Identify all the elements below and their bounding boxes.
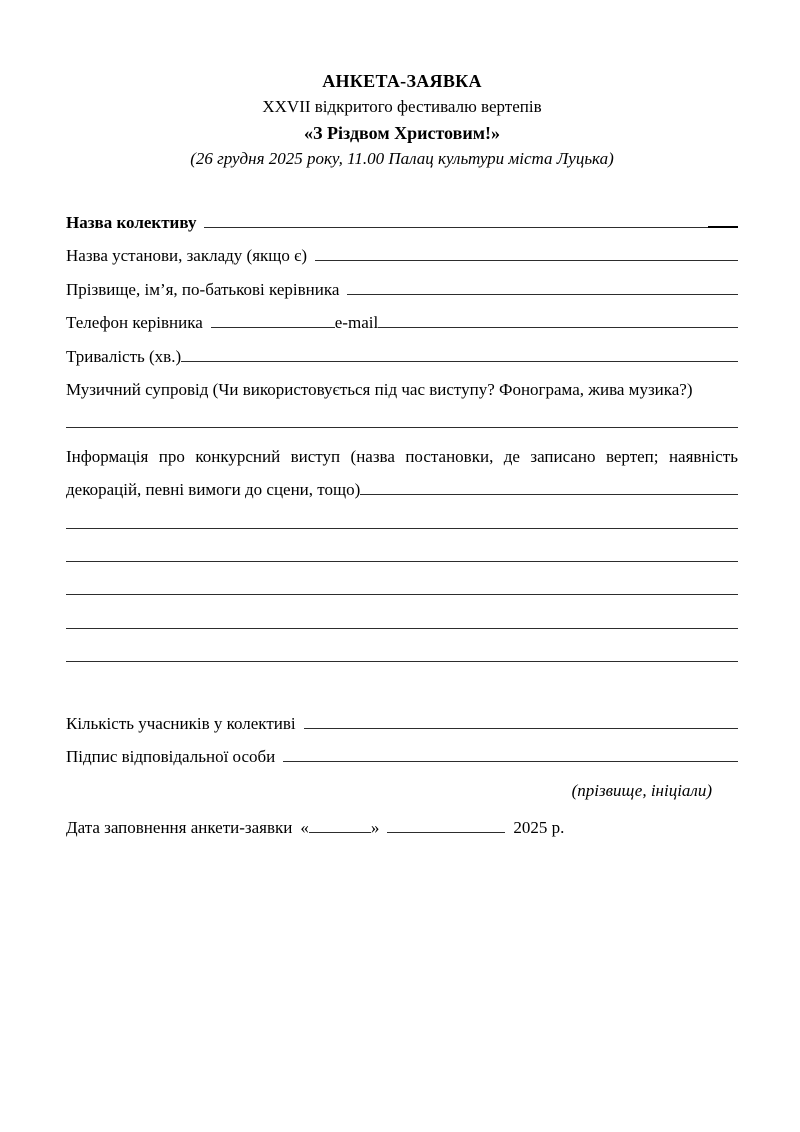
collective-name-label: Назва колективу: [66, 213, 197, 232]
signature-note-row: [66, 774, 738, 807]
music-question: [66, 373, 738, 406]
music-answer-blank[interactable]: [66, 415, 738, 428]
music-answer-line: [66, 406, 738, 439]
date-day-blank[interactable]: [309, 820, 371, 833]
field-collective-name: [66, 206, 738, 239]
email-blank[interactable]: [378, 315, 738, 328]
performance-info-line1: [66, 440, 738, 473]
field-date: [66, 811, 738, 844]
write-in-blank-1[interactable]: [66, 516, 738, 529]
document-header: [66, 68, 738, 172]
collective-name-blank[interactable]: [204, 215, 708, 228]
date-year: 2025 р.: [513, 818, 565, 838]
date-quote-close: »: [370, 818, 380, 838]
phone-blank[interactable]: [211, 315, 335, 328]
field-institution: [66, 239, 738, 272]
blank-line-3: [66, 573, 738, 606]
performance-info-blank[interactable]: [360, 482, 485, 495]
performance-info-line2: [66, 473, 738, 506]
performance-info-blank-2[interactable]: [485, 482, 738, 495]
performance-info-text2: декорацій, певні вимоги до сцени, тощо): [66, 480, 361, 500]
write-in-blank-4[interactable]: [66, 616, 738, 629]
signature-label: Підпис відповідальної особи: [66, 747, 276, 767]
form-title: АНКЕТА-ЗАЯВКА: [322, 71, 482, 91]
institution-blank[interactable]: [315, 248, 738, 261]
write-in-blank-3[interactable]: [66, 582, 738, 595]
field-director: [66, 273, 738, 306]
event-date-location: (26 грудня 2025 року, 11.00 Палац культури міста Луцька): [190, 149, 614, 168]
institution-label: Назва установи, закладу (якщо є): [66, 246, 308, 266]
phone-label: Телефон керівника: [66, 313, 203, 333]
date-month-blank[interactable]: [387, 820, 505, 833]
festival-name: «З Різдвом Христовим!»: [304, 123, 500, 143]
duration-label: Тривалість (хв.): [66, 346, 182, 366]
blank-line-5: [66, 640, 738, 673]
write-in-blank-2[interactable]: [66, 549, 738, 562]
performance-info-text1: Інформація про конкурсний виступ (назва постановки, де записано вертеп; наявність: [66, 446, 738, 466]
field-phone-email: [66, 306, 738, 339]
vertical-gap: [66, 674, 738, 707]
write-in-blank-5[interactable]: [66, 649, 738, 662]
signature-blank[interactable]: [283, 749, 738, 762]
duration-blank[interactable]: [181, 349, 341, 362]
director-label: Прізвище, ім’я, по-батькові керівника: [66, 279, 340, 299]
participants-blank-2[interactable]: [469, 716, 738, 729]
duration-blank-2[interactable]: [341, 349, 738, 362]
blank-line-1: [66, 507, 738, 540]
signature-note: (прізвище, ініціали): [571, 780, 712, 800]
date-quote-open: «: [300, 818, 309, 838]
festival-edition: XXVII відкритого фестивалю вертепів: [262, 97, 542, 116]
email-label: e-mail: [334, 313, 379, 333]
collective-name-blank-end[interactable]: [708, 214, 738, 228]
music-question-label: Музичний супровід (Чи використовується під час виступу? Фонограма, жива музика?): [66, 380, 693, 400]
participants-label: Кількість учасників у колективі: [66, 714, 296, 734]
field-signature: [66, 740, 738, 773]
director-blank[interactable]: [347, 282, 738, 295]
blank-line-2: [66, 540, 738, 573]
participants-blank[interactable]: [304, 716, 469, 729]
date-label: Дата заповнення анкети-заявки: [66, 818, 293, 838]
blank-line-4: [66, 607, 738, 640]
field-participants: [66, 707, 738, 740]
field-duration: [66, 340, 738, 373]
application-form: [66, 206, 738, 845]
